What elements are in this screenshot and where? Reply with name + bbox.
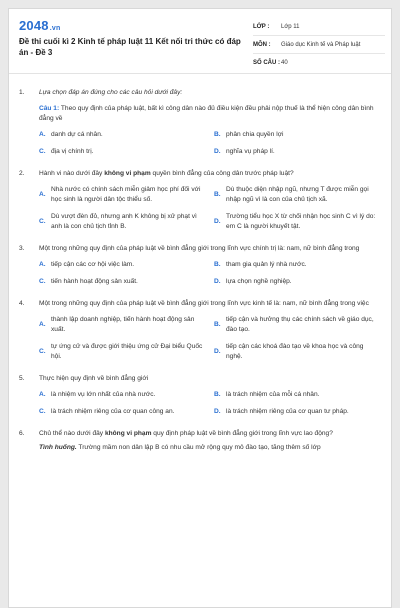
question-5-options — [39, 390, 381, 417]
document-page — [8, 8, 392, 608]
option-text: địa vị chính trị. — [51, 148, 94, 155]
option-text: phân chia quyền lợi — [226, 131, 284, 138]
option-letter: D. — [214, 278, 221, 285]
option-d[interactable] — [214, 407, 381, 417]
option-text: là nhiệm vụ lớn nhất của nhà nước. — [51, 391, 156, 398]
option-text: nghĩa vụ pháp lí. — [226, 148, 275, 155]
option-b[interactable] — [214, 260, 381, 270]
option-c[interactable] — [39, 407, 206, 417]
option-letter: A. — [39, 261, 46, 268]
question-3 — [19, 244, 381, 254]
option-text: tiếp cận các cơ hội việc làm. — [51, 261, 135, 268]
option-text: danh dự cá nhân. — [51, 131, 103, 138]
meta-row-count — [253, 54, 385, 71]
meta-label: SỐ CÂU : — [253, 59, 280, 66]
question-2-options — [39, 185, 381, 232]
option-letter: D. — [214, 348, 221, 355]
text-part: Hành vi nào dưới đây — [39, 170, 105, 177]
question-1-stem — [39, 104, 381, 124]
question-number: 1. — [19, 89, 25, 96]
meta-value: Lớp 11 — [281, 23, 300, 30]
option-b[interactable] — [214, 315, 381, 335]
question-5 — [19, 374, 381, 384]
question-number: 3. — [19, 245, 25, 252]
option-b[interactable] — [214, 185, 381, 205]
question-6 — [19, 429, 381, 439]
question-number: 4. — [19, 300, 25, 307]
question-number: 6. — [19, 430, 25, 437]
question-number: 5. — [19, 375, 25, 382]
cau-text: Theo quy định của pháp luật, bất kì công dân nào đủ điều kiện đều phải nộp thuế là thể hiện công dân bình đẳng về — [39, 105, 374, 122]
option-letter: A. — [39, 321, 46, 328]
option-d[interactable] — [214, 342, 381, 362]
option-letter: C. — [39, 278, 46, 285]
text-part: quyền bình đẳng của công dân trước pháp luật? — [150, 170, 294, 177]
option-text: Nhà nước có chính sách miễn giảm học phí đối với học sinh là người dân tộc thiểu số. — [51, 186, 201, 203]
meta-row-subject — [253, 36, 385, 54]
situation-label: Tình huống. — [39, 444, 77, 451]
question-6-situation — [39, 443, 381, 453]
option-letter: D. — [214, 148, 221, 155]
meta-label: LỚP : — [253, 23, 270, 30]
cau-label: Câu 1: — [39, 105, 60, 112]
option-letter: B. — [214, 191, 221, 198]
meta-value: Giáo dục Kinh tế và Pháp luật — [281, 41, 361, 48]
question-text: Một trong những quy định của pháp luật về bình đẳng giới trong lĩnh vực chính trị là: nam, nữ bình đẳng trong — [39, 245, 360, 252]
option-text: tiến hành hoạt động sản xuất. — [51, 278, 138, 285]
page-title: Đề thi cuối kì 2 Kinh tế pháp luật 11 Kết nối tri thức có đáp án - Đề 3 — [19, 37, 241, 57]
question-list — [9, 74, 391, 453]
option-c[interactable] — [39, 212, 206, 232]
option-d[interactable] — [214, 212, 381, 232]
option-letter: D. — [214, 408, 221, 415]
option-letter: B. — [214, 391, 221, 398]
emphasis-text: không vi phạm — [104, 170, 151, 177]
option-d[interactable] — [214, 147, 381, 157]
option-letter: A. — [39, 391, 46, 398]
question-4-options — [39, 315, 381, 362]
question-3-options — [39, 260, 381, 287]
option-letter: D. — [214, 218, 221, 225]
option-letter: C. — [39, 218, 46, 225]
option-d[interactable] — [214, 277, 381, 287]
option-text: Dù vượt đèn đỏ, nhưng anh K không bị xử phạt vì anh là con chủ tịch tỉnh B. — [51, 213, 197, 230]
option-letter: C. — [39, 348, 46, 355]
emphasis-text: không vi phạm — [104, 430, 152, 437]
option-letter: C. — [39, 148, 46, 155]
option-c[interactable] — [39, 277, 206, 287]
question-text — [39, 169, 381, 179]
option-a[interactable] — [39, 260, 206, 270]
question-text: Lựa chọn đáp án đúng cho các câu hỏi dưới đây: — [39, 89, 183, 96]
option-letter: C. — [39, 408, 46, 415]
situation-text: Trường mầm non dân lập B có nhu cầu mở rộng quy mô đào tạo, tăng thêm số lớp — [76, 444, 321, 451]
option-text: là trách nhiệm riêng của cơ quan công an. — [51, 408, 175, 415]
meta-row-class — [253, 18, 385, 36]
option-text: tham gia quản lý nhà nước. — [226, 261, 307, 268]
meta-label: MÔN : — [253, 41, 271, 48]
logo-suffix: .vn — [49, 25, 61, 32]
text-part: quy định pháp luật về bình đẳng giới trong lĩnh vực lao động? — [151, 430, 333, 437]
question-text — [39, 429, 381, 439]
logo-text: 2048 — [19, 18, 49, 33]
option-c[interactable] — [39, 342, 206, 362]
option-text: tự ứng cử và được giới thiệu ứng cử Đại biểu Quốc hội. — [51, 343, 203, 360]
option-text: thành lập doanh nghiệp, tiến hành hoạt động sản xuất. — [51, 316, 195, 333]
option-text: Trường tiểu học X từ chối nhận học sinh C vì lý do: em C là người khuyết tật. — [226, 213, 376, 230]
option-a[interactable] — [39, 130, 206, 140]
option-letter: A. — [39, 191, 46, 198]
option-text: tiếp cận và hưởng thụ các chính sách về giáo dục, đào tạo. — [226, 316, 374, 333]
option-text: lựa chọn nghề nghiệp. — [226, 278, 292, 285]
option-a[interactable] — [39, 315, 206, 335]
text-part: Chủ thể nào dưới đây — [39, 430, 105, 437]
question-1 — [19, 88, 381, 98]
exam-meta-table — [253, 18, 385, 71]
question-text: Thực hiện quy định về bình đẳng giới — [39, 375, 149, 382]
option-b[interactable] — [214, 130, 381, 140]
option-letter: B. — [214, 321, 221, 328]
option-b[interactable] — [214, 390, 381, 400]
option-a[interactable] — [39, 390, 206, 400]
option-a[interactable] — [39, 185, 206, 205]
page-header — [9, 9, 391, 74]
option-letter: B. — [214, 131, 221, 138]
option-letter: A. — [39, 131, 46, 138]
option-text: tiếp cận các khoá đào tạo về khoa học và công nghệ. — [226, 343, 364, 360]
option-text: Dù thuộc diện nhập ngũ, nhưng T được miễn gọi nhập ngũ vì là con của chủ tịch xã. — [226, 186, 369, 203]
option-letter: B. — [214, 261, 221, 268]
option-c[interactable] — [39, 147, 206, 157]
site-logo[interactable] — [19, 18, 60, 33]
question-1-options — [39, 130, 381, 157]
question-text: Một trong những quy định của pháp luật về bình đẳng giới trong lĩnh vực kinh tế là: nam, nữ bình đẳng trong việc — [39, 300, 369, 307]
question-4 — [19, 299, 381, 309]
question-2 — [19, 169, 381, 179]
meta-value: 40 — [281, 59, 288, 66]
option-text: là trách nhiệm của mỗi cá nhân. — [226, 391, 320, 398]
question-number: 2. — [19, 170, 25, 177]
option-text: là trách nhiệm riêng của cơ quan tư pháp. — [226, 408, 349, 415]
